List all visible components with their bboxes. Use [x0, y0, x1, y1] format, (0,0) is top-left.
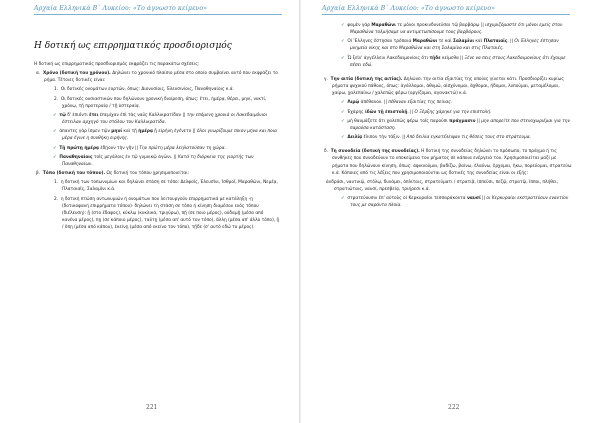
item-a-1-marker: 1.: [54, 87, 59, 93]
example-a-3: [34, 145, 280, 152]
ex-greek: Ἐχάρης: [347, 109, 366, 115]
ex-sep: ||: [458, 55, 465, 61]
left-page-number: 221: [146, 404, 158, 411]
ex-greek: ᾗ εἰρήνη ἐγένετο: [152, 129, 192, 135]
ex-greek: Ὦ ξεῖν' ἀγγέλλειν Λακεδαιμονίοις ὅτι: [347, 55, 430, 61]
example-g-2: [322, 109, 572, 116]
left-header-rule: [34, 14, 282, 15]
check-icon: ✓: [341, 118, 345, 124]
ex-translation: Ξένε να πεις στους Λακεδαιμονίους ότι έχουμε πέσει εδώ.: [350, 55, 566, 68]
ex-greek: Οἱ Ἕλληνες ἔστησαν τρόπαια: [347, 39, 413, 45]
ex-greek: δ' ἐπιόντι: [65, 112, 90, 118]
item-g-head: Την αιτία (δοτική της αιτίας).: [330, 76, 403, 82]
ex-translation: Από δειλία εγκατέλειψαν τις θέσεις τους στο στράτευμα.: [406, 135, 531, 141]
item-b-2-text: η δοτική πτώση αντωνυμιών ή ονομάτων που λειτουργούν επιρρηματικά με κατάληξη -ῃ (δοτικοφανή επιρρήματα τόπου)· δηλώνει τη στάση σε τόπο ή κίνηση διαμέσου ενός τόπου (διέλευση): ᾗ (στο έδαφος), κύκλῳ (κυκλικά, τριγύρω), πῇ (σε ποιο μέρος), οὐδαμῇ (μέσα από κανένα μέρος), πῃ (σε κάποιο μέρος), ταύτῃ (μέσα απ' αυτό τον τόπο), ἄλλῃ (μέσα απ' άλλο τόπο), ᾗ / ὅπῃ (μέσα από κάπου), ἐκείνῃ (μέσα από εκείνο τον τόπο), τῇδε (σ' αυτό εδώ το μέρος).: [60, 196, 280, 231]
ex-sep: ||: [475, 118, 482, 124]
check-icon: ✓: [341, 135, 345, 141]
ex-greek: ἀπέθανον.: [359, 100, 383, 106]
example-a-1: [34, 112, 280, 126]
ex-greek: στρατεύουσιν ἐπ' αὐτοὺς οἱ Κερκυραῖοι τεσσαράκοντα: [347, 196, 467, 202]
ex-translation: Κατά τη διάρκεια της γιορτής των Παναθηναίων.: [62, 154, 254, 167]
check-icon: ✓: [341, 55, 345, 61]
ex-greek-bold: Πλαταιαῖς: [483, 39, 508, 45]
example-b-2: [322, 38, 572, 52]
item-a: [34, 70, 280, 84]
item-a-2-text: Οι δοτικές ουσιαστικών που δηλώνουν χρονική διαίρεση, όπως: ἔτει, ἡμέρᾳ, θέρει, μηνί, νυκτί, χρόνῳ, τῇ προτεραίᾳ / τῇ ὑστεραίᾳ.: [60, 96, 267, 109]
ex-greek-bold: μηνί: [111, 129, 123, 135]
check-icon: ✓: [53, 129, 57, 135]
item-g-text: Δηλώνει την αιτία εξαιτίας της οποίας γίνεται κάτι. Προσδιορίζει κυρίως ρήματα ψυχικού πάθους, όπως: ἀγάλλομαι, ἀθυμῶ, αἰσχύνομαι, ἄχθομαι, ἥδομαι, λυποῦμαι, μεταμέλομαι, χαίρω, χαλεπαίνω / χαλεπῶς φέρω (οργίζομαι, αγανακτώ) κ.ά.: [332, 76, 564, 97]
example-b-1: [322, 22, 572, 36]
item-g-marker: γ.: [324, 76, 328, 82]
ex-greek-bold: Σαλαμῖνι: [453, 39, 475, 45]
ex-greek-bold: ἔτει: [89, 112, 99, 118]
item-b-1-text: η δοτική των τοπωνυμίων και δηλώνει στάση σε τόπο: Δελφοῖς, Ἐλευσῖνι, Ἰσθμοῖ, Μαραθῶνι, Νεμέᾳ, Πλαταιαῖς, Σαλαμῖνι κ.ά.: [60, 180, 278, 193]
ex-greek-bold: Τῇ πρώτῃ ἡμέρᾳ: [59, 145, 99, 151]
item-a-2: [34, 96, 280, 110]
item-g: [322, 76, 572, 97]
right-page-number: 222: [448, 404, 460, 411]
item-a-text: Δηλώνει το χρονικό πλαίσιο μέσα στο οποίο συμβαίνει αυτό που εκφράζει το ρήμα. Τέτοιες δοτικές είναι:: [44, 71, 278, 84]
example-g-4: [322, 134, 572, 141]
ex-translation: πέθαναν εξαιτίας της πείνας.: [388, 100, 453, 106]
ex-greek: τε μόνοι προκινδυνεῦσαι τῷ βαρβάρῳ: [395, 23, 480, 28]
check-icon: ✓: [341, 23, 345, 28]
item-b-2-marker: 2.: [54, 196, 59, 202]
item-b-text: Ως δοτική του τόπου χρησιμοποιείται:: [105, 171, 190, 177]
item-a-1-text: Οι δοτικές ονομάτων εορτών, όπως: Διονυσίοις, Ἐλευσινίοις, Παναθηναίοις κ.ά.: [60, 87, 235, 93]
ex-greek: ἐδῄουν τὴν γῆν: [98, 145, 134, 151]
ex-greek-bold: ἰδὼν τῇ ἐπιστολῇ: [365, 109, 408, 115]
left-running-header: Αρχαία Ελληνικά Β΄ Λυκείου: «Το άγνωστο κείμενο»: [34, 5, 208, 12]
ex-greek: ἐπεμίχαν ἐπὶ τὰς ναῦς Καλλικρατίδαν: [98, 112, 182, 118]
item-b-marker: β.: [36, 171, 41, 177]
item-b-2: [34, 196, 280, 232]
ex-translation: Την πρώτη μέρα λεηλατούσαν τη χώρα.: [139, 145, 226, 151]
item-d-text: Η δοτική της συνοδείας δηλώνει το πρόσωπο, το πράγμα ή τις συνθήκες που συνοδεύουν το υποκείμενο του ρήματος σε κάποια ενέργειά του. Χρησιμοποιείται μαζί με ρήματα που δηλώνουν κίνηση, όπως: ἀφικνοῦμαι, βαδίζω, βαίνω, ἐλαύνω, ἔρχομαι, ἥκω, πορεύομαι, στρατεύω κ.ά. Κάποιες από τις λέξεις που χρησιμοποιούνται ως δοτικές της συνοδείας είναι οι εξής:: [332, 149, 572, 176]
section-title: Η δοτική ως επιρρηματικός προσδιορισμός: [34, 41, 232, 51]
check-icon: ✓: [341, 109, 345, 115]
example-d-1: [322, 195, 572, 209]
example-g-1: [322, 99, 572, 106]
ex-greek: καὶ τῇ: [122, 129, 139, 135]
right-header-rule: [322, 14, 570, 15]
left-page: [0, 0, 298, 423]
item-b: [34, 170, 280, 177]
example-g-3: [322, 118, 572, 132]
check-icon: ✓: [341, 39, 345, 45]
ex-greek-bold: Παναθηναίοις: [59, 154, 93, 160]
check-icon: ✓: [341, 196, 345, 202]
ex-sep: ||: [133, 145, 140, 151]
ex-greek: κείμεθα: [440, 55, 459, 61]
ex-greek: μὴ θαυμάζετε ὅτι χαλεπῶς φέρω τοῖς παροῦσι: [347, 118, 450, 124]
item-a-1: [34, 86, 280, 93]
ex-greek: τοῖς μεγάλοις ἐν τῷ γυμνικῷ ἀγῶνι.: [92, 154, 173, 160]
ex-greek-bold: τῇδε: [429, 55, 441, 61]
item-d: [322, 148, 572, 177]
item-d-words: ἀνδράσι, ναυτικῷ, στόλῳ, δυνάμει, ὁπλίταις, στρατεύματι / στρατιᾷ, ἱππεῦσι, πεζῷ, στρατῷ, ἵπποι, πλήθει, στρατιώταις, ναυσί, πρεσβείᾳ, τριήρεσι κ.ά.: [326, 179, 558, 192]
ex-greek-bold: Μαραθῶνι: [412, 39, 438, 45]
ex-greek-bold: πράγμασιν: [449, 118, 476, 124]
ex-greek-bold: Μαραθῶνι: [371, 23, 396, 28]
right-running-header: Αρχαία Ελληνικά Β΄ Λυκείου: «Το άγνωστο κείμενο»: [322, 5, 496, 12]
item-d-marker: δ.: [324, 149, 328, 155]
ex-sep: ||: [400, 135, 407, 141]
ex-translation: οι Κερκυραίοι εκστρατεύουν εναντίον τους με σαράντα πλοία.: [350, 196, 569, 209]
ex-greek-bold: ἡμέρᾳ: [138, 129, 153, 135]
ex-greek-bold: τῷ: [59, 112, 66, 118]
check-icon: ✓: [53, 145, 57, 151]
check-icon: ✓: [53, 154, 57, 160]
ex-greek-bold: Δειλίᾳ: [347, 135, 363, 141]
check-icon: ✓: [53, 112, 57, 118]
item-b-head: Τόπο (δοτική του τόπου).: [42, 171, 106, 177]
ex-greek: τε καὶ: [437, 39, 454, 45]
ex-translation: Οι Έλληνες έστησαν μνημεία νίκης και στο Μαραθώνα και στη Σαλαμίνα και στις Πλαταιές.: [350, 39, 559, 52]
item-a-marker: α.: [36, 71, 41, 77]
ex-sep: ||: [191, 129, 197, 135]
ex-greek: .: [407, 109, 409, 115]
example-a-4: [34, 154, 280, 168]
item-d-head: Τη συνοδεία (δοτική της συνοδείας).: [330, 149, 420, 155]
ex-translation: Ο Ξέρξης χάρηκε για την επιστολή.: [414, 109, 492, 115]
ex-greek: καὶ: [474, 39, 484, 45]
item-b-1: [34, 179, 280, 193]
ex-sep: ||: [181, 112, 187, 118]
left-content: [34, 22, 280, 233]
example-b-3: [322, 55, 572, 69]
ex-greek-bold: Λιμῷ: [347, 100, 360, 106]
item-b-1-marker: 1.: [54, 180, 59, 186]
right-page: [302, 0, 600, 423]
ex-sep: ||: [408, 109, 415, 115]
example-a-2: [34, 128, 280, 142]
right-content: [322, 22, 572, 211]
ex-sep: . ||: [507, 39, 515, 45]
intro-text: Η δοτική ως επιρρηματικός προσδιορισμός εκφράζει τις παρακάτω σχέσεις:: [34, 62, 200, 67]
item-a-head: Χρόνο (δοτική του χρόνου).: [42, 71, 111, 77]
ex-greek-bold: ναυσί: [466, 196, 481, 202]
ex-sep: ||: [382, 100, 389, 106]
ex-sep: ||: [172, 154, 178, 160]
ex-greek: ἀπαντες γὰρ ἴσμεν τῷν: [59, 129, 112, 135]
book-gutter: [299, 0, 301, 423]
ex-translation: όλοι γνωρίζουμε ποιον μήνα και ποια μέρα έγινε η συνθήκη ειρήνης.: [62, 129, 277, 142]
ex-greek: φαμὲν γὰρ: [347, 23, 372, 28]
ex-sep: ||: [479, 23, 486, 28]
ex-sep: ||: [480, 196, 487, 202]
ex-translation: ισχυριζόμαστε ότι μόνοι εμείς στον Μαραθώνα τολμήσαμε να αντιμετωπίσουμε τους βαρβάρους.: [350, 23, 563, 36]
check-icon: ✓: [341, 100, 345, 106]
ex-greek: ἔλιπον τὴν τάξιν.: [362, 135, 401, 141]
item-a-2-marker: 2.: [54, 96, 59, 102]
ex-translation: την επόμενη χρονιά οι Λακεδαιμόνιοι έστειλαν αρχηγό του στόλου τον Καλλικρατίδα.: [62, 112, 268, 126]
ex-translation: μην απορείτε που στενοχωριέμαι για την παρούσα κατάσταση.: [350, 118, 570, 131]
